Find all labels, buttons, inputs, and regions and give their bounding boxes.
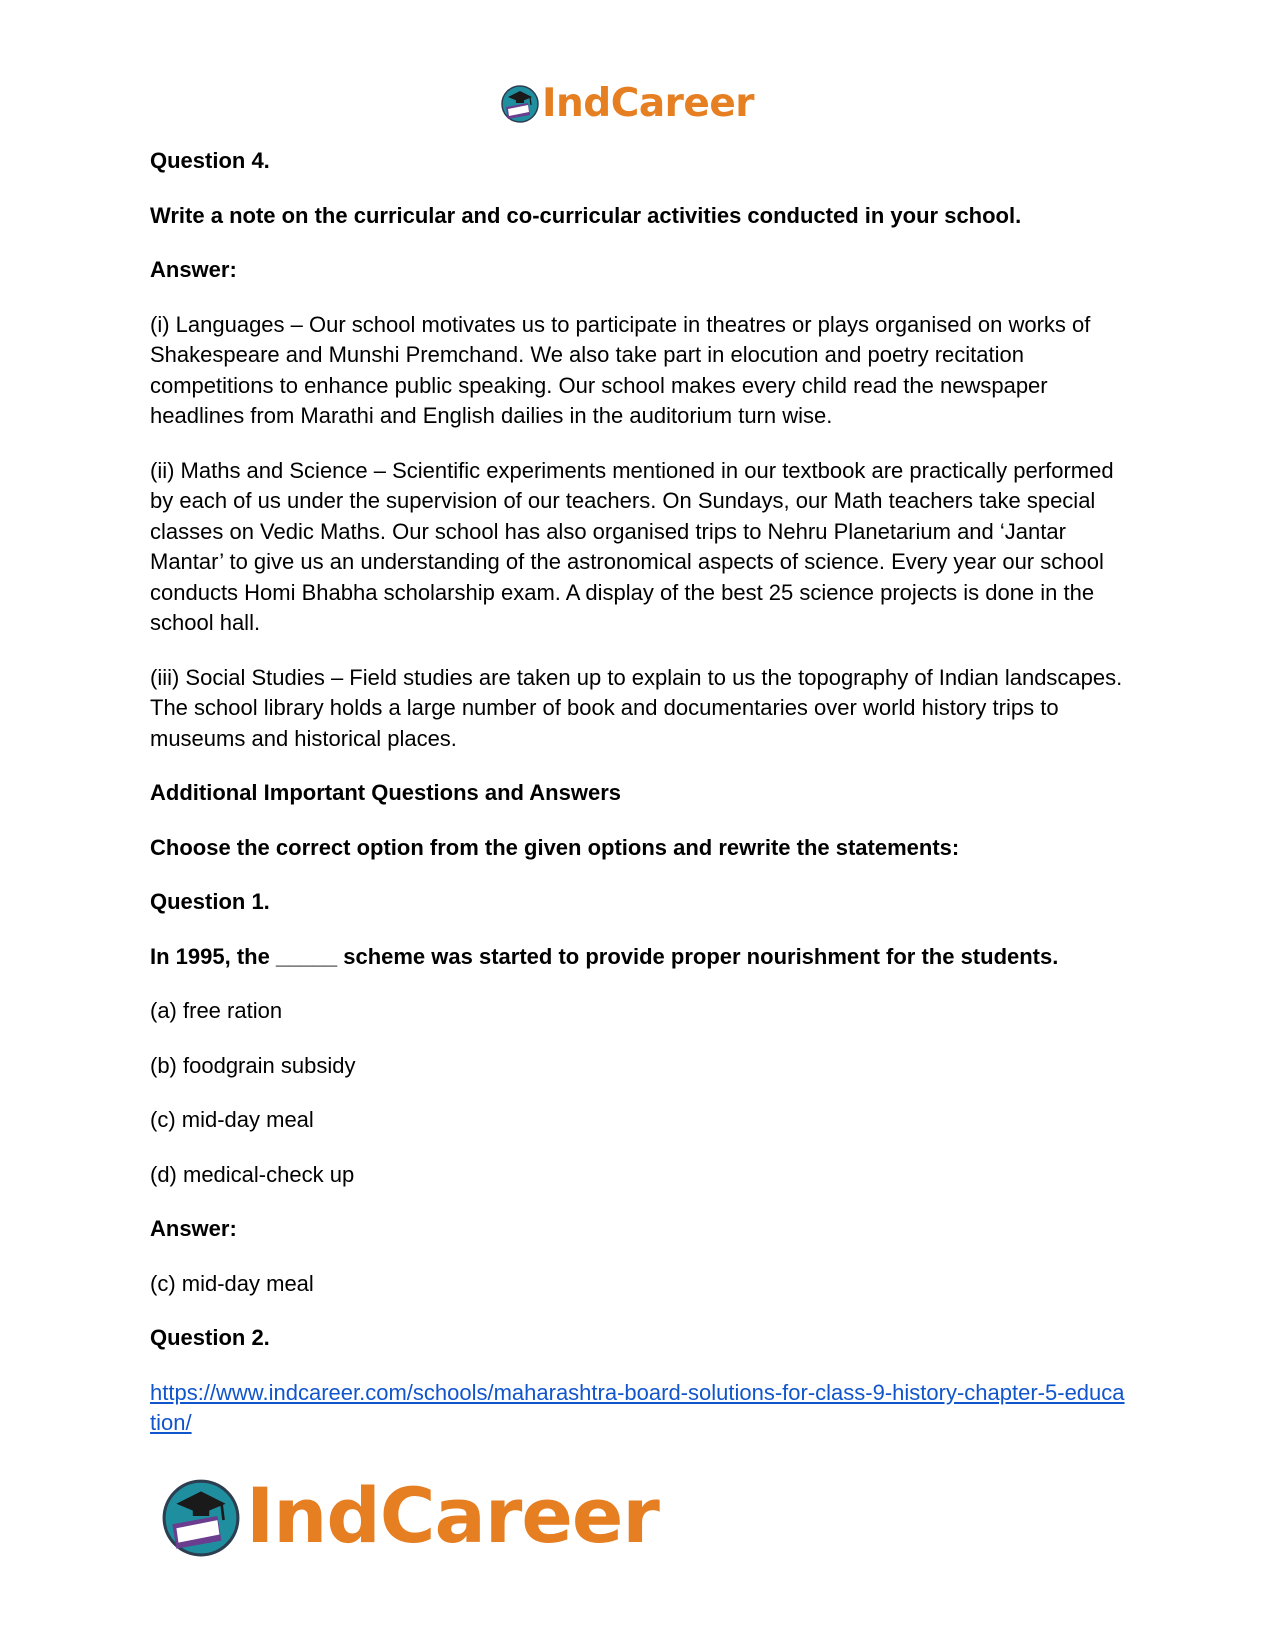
header-logo — [500, 80, 754, 126]
question-4-label: Question 4. — [150, 148, 270, 173]
answer-label: Answer: — [150, 257, 237, 282]
answer-label: Answer: — [150, 1216, 237, 1241]
graduation-book-globe-icon — [500, 83, 540, 123]
source-link-wrapper — [150, 1378, 1125, 1439]
graduation-book-globe-icon — [160, 1475, 242, 1557]
option-d: (d) medical-check up — [150, 1161, 355, 1187]
option-a: (a) free ration — [150, 998, 283, 1023]
answer-paragraph-maths-science: (ii) Maths and Science – Scientific experiments mentioned in our textbook are practically performed by each of us under the supervision of our teachers. On Sundays, our Math teachers take special classes on Vedic Maths. Our school has also organised trips to Nehru Planetarium and ‘Jantar Mantar’ to give us an understanding of the astronomical aspects of science. Every year our school conducts Homi Bhabha scholarship exam. A display of the best 25 science projects is done in the school hall. — [150, 457, 1114, 635]
choose-option-heading: Choose the correct option from the given options and rewrite the statements: — [150, 834, 960, 860]
additional-questions-heading: Additional Important Questions and Answers — [150, 780, 622, 805]
question-4-text: Write a note on the curricular and co-curricular activities conducted in your school. — [150, 202, 1022, 228]
question-1-label: Question 1. — [150, 889, 270, 914]
footer-logo-text: IndCareer — [246, 1471, 659, 1560]
question-2-label: Question 2. — [150, 1325, 270, 1350]
source-url-link[interactable]: https://www.indcareer.com/schools/maharashtra-board-solutions-for-class-9-history-chapter-5-education/ — [150, 1379, 1125, 1435]
question-1-answer: (c) mid-day meal — [150, 1270, 314, 1296]
option-c: (c) mid-day meal — [150, 1107, 314, 1132]
option-b: (b) foodgrain subsidy — [150, 1052, 356, 1078]
answer-paragraph-social-studies: (iii) Social Studies – Field studies are taken up to explain to us the topography of Indian landscapes. The school library holds a large number of book and documentaries over world history trips to museums and historical places. — [150, 664, 1123, 751]
footer-logo — [160, 1472, 659, 1560]
answer-paragraph-languages: (i) Languages – Our school motivates us to participate in theatres or plays organised on works of Shakespeare and Munshi Premchand. We also take part in elocution and poetry recitation competitions to enhance public speaking. Our school makes every child read the newspaper headlines from Marathi and English dailies in the auditorium turn wise. — [150, 311, 1091, 428]
document-content — [150, 146, 1125, 1463]
header-logo-text: IndCareer — [542, 80, 754, 126]
question-1-text: In 1995, the _____ scheme was started to provide proper nourishment for the students. — [150, 943, 1059, 969]
